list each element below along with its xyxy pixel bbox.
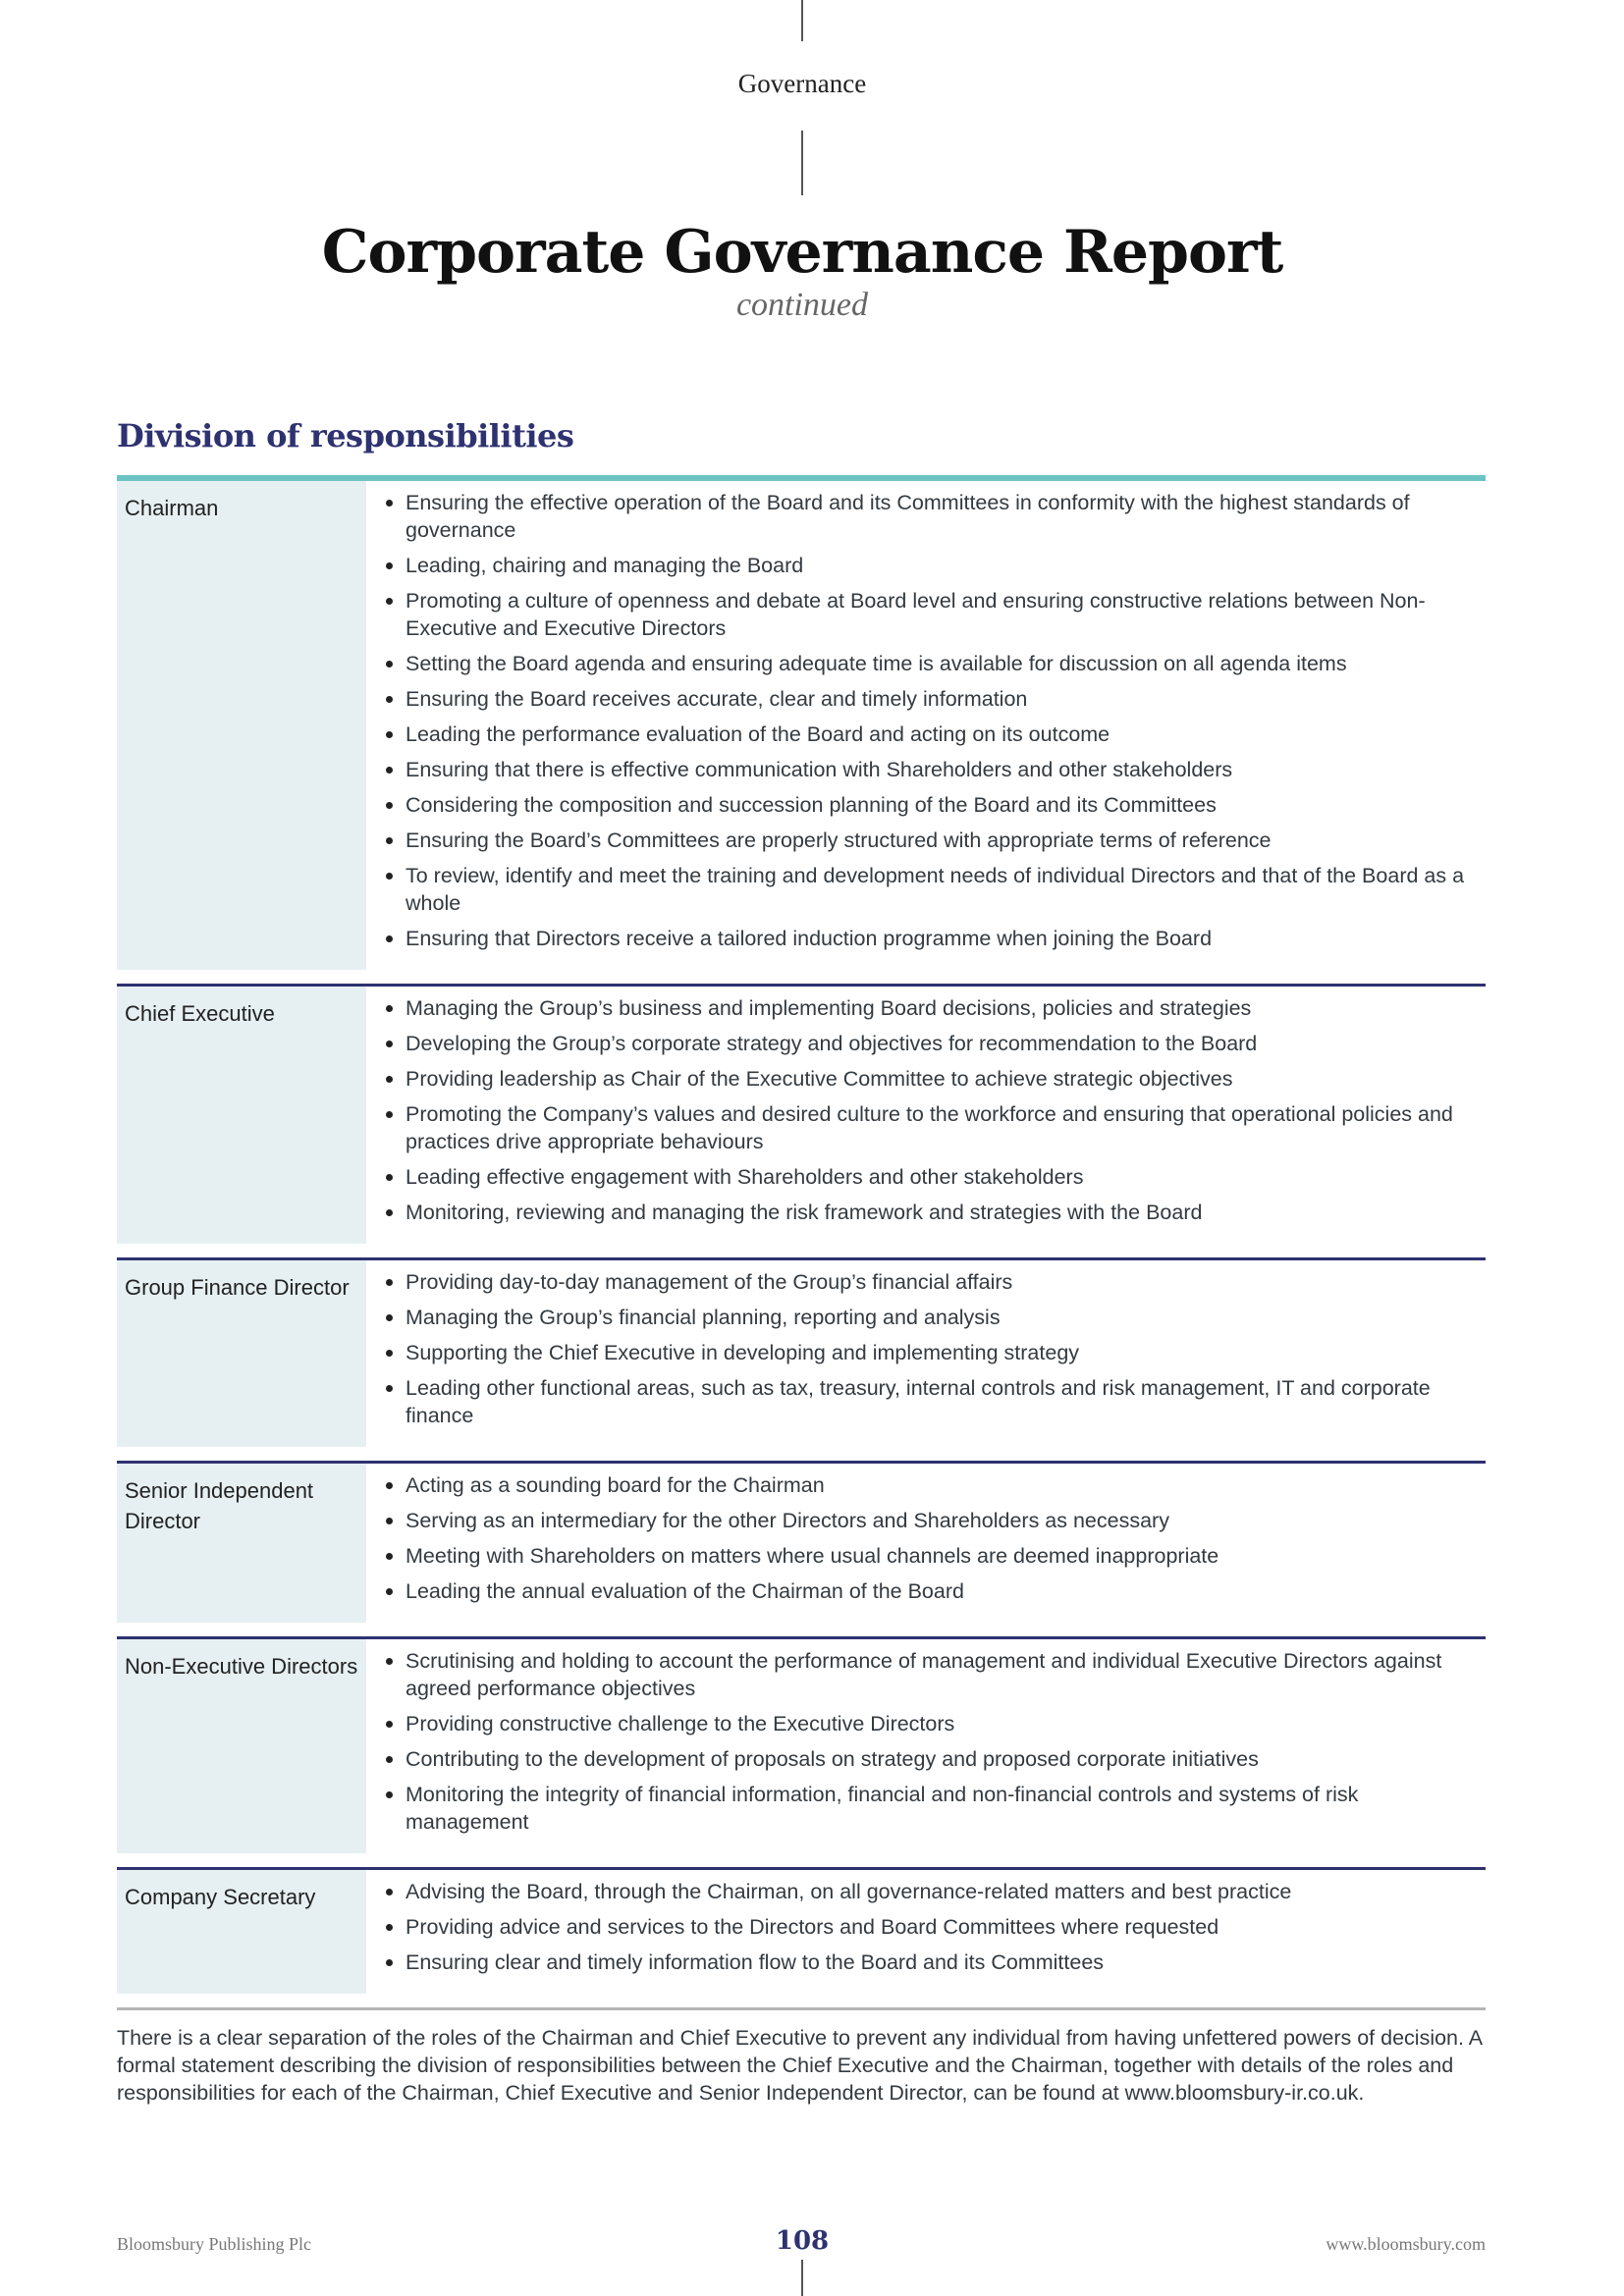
bottom-decorative-line	[801, 2260, 803, 2296]
responsibility-list	[366, 987, 1486, 1244]
responsibility-item: Ensuring the effective operation of the Board and its Committees in conformity with the highest standards of governance	[366, 489, 1486, 544]
responsibility-item: Supporting the Chief Executive in developing and implementing strategy	[366, 1339, 1486, 1366]
responsibility-item: Setting the Board agenda and ensuring adequate time is available for discussion on all agenda items	[366, 650, 1486, 677]
responsibility-item: Managing the Group’s business and implementing Board decisions, policies and strategies	[366, 994, 1486, 1022]
responsibility-item: To review, identify and meet the training and development needs of individual Directors and that of the Board as a whole	[366, 862, 1486, 917]
responsibility-item: Providing day-to-day management of the Group’s financial affairs	[366, 1268, 1486, 1296]
responsibility-list	[366, 481, 1486, 970]
section-label: Governance	[737, 69, 867, 98]
responsibility-item: Contributing to the development of proposals on strategy and proposed corporate initiatives	[366, 1745, 1486, 1773]
responsibility-list	[366, 1870, 1486, 1994]
responsibility-item: Promoting the Company’s values and desired culture to the workforce and ensuring that operational policies and practices drive appropriate behaviours	[366, 1100, 1486, 1155]
page-subtitle: continued	[735, 287, 869, 323]
responsibility-item: Developing the Group’s corporate strategy and objectives for recommendation to the Board	[366, 1030, 1486, 1057]
section-heading: Division of responsibilities	[117, 417, 574, 454]
responsibility-row	[117, 1257, 1486, 1447]
responsibility-row	[117, 475, 1486, 970]
role-label: Company Secretary	[117, 1870, 366, 1994]
responsibility-row	[117, 1461, 1486, 1623]
responsibilities-table	[117, 475, 1486, 2107]
role-label: Senior Independent Director	[117, 1464, 366, 1623]
responsibility-item: Leading the annual evaluation of the Chairman of the Board	[366, 1577, 1486, 1605]
footer-website: www.bloomsbury.com	[1326, 2234, 1486, 2254]
responsibility-item: Managing the Group’s financial planning, reporting and analysis	[366, 1304, 1486, 1331]
responsibility-item: Providing constructive challenge to the Executive Directors	[366, 1710, 1486, 1737]
responsibility-list	[366, 1260, 1486, 1447]
responsibilities-rows	[117, 475, 1486, 1994]
footer-company: Bloomsbury Publishing Plc	[117, 2234, 312, 2254]
responsibility-row	[117, 1867, 1486, 1994]
responsibility-item: Meeting with Shareholders on matters where usual channels are deemed inappropriate	[366, 1542, 1486, 1570]
responsibility-item: Ensuring clear and timely information flow to the Board and its Committees	[366, 1949, 1486, 1976]
role-label: Chief Executive	[117, 987, 366, 1244]
responsibility-item: Ensuring the Board receives accurate, clear and timely information	[366, 685, 1486, 713]
responsibility-item: Serving as an intermediary for the other Directors and Shareholders as necessary	[366, 1507, 1486, 1534]
responsibility-list	[366, 1639, 1486, 1853]
header-decorative-line	[801, 131, 803, 195]
table-bottom-divider	[117, 2007, 1486, 2010]
responsibility-item: Providing leadership as Chair of the Executive Committee to achieve strategic objectives	[366, 1065, 1486, 1093]
responsibility-item: Considering the composition and succession planning of the Board and its Committees	[366, 791, 1486, 819]
responsibility-item: Ensuring that there is effective communication with Shareholders and other stakeholders	[366, 756, 1486, 783]
responsibility-item: Monitoring, reviewing and managing the risk framework and strategies with the Board	[366, 1199, 1486, 1226]
responsibility-item: Scrutinising and holding to account the performance of management and individual Executive Directors against agreed performance objectives	[366, 1647, 1486, 1702]
responsibility-item: Advising the Board, through the Chairman, on all governance-related matters and best practice	[366, 1878, 1486, 1905]
responsibility-row	[117, 1636, 1486, 1853]
responsibility-item: Monitoring the integrity of financial information, financial and non-financial controls and systems of risk management	[366, 1781, 1486, 1836]
responsibility-item: Leading, chairing and managing the Board	[366, 552, 1486, 579]
responsibility-row	[117, 984, 1486, 1244]
responsibility-item: Acting as a sounding board for the Chairman	[366, 1471, 1486, 1499]
responsibility-item: Ensuring the Board’s Committees are properly structured with appropriate terms of reference	[366, 827, 1486, 854]
responsibility-item: Leading other functional areas, such as tax, treasury, internal controls and risk management, IT and corporate finance	[366, 1374, 1486, 1429]
separation-note: There is a clear separation of the roles of the Chairman and Chief Executive to prevent any individual from having unfettered powers of decision. A formal statement describing the division of responsibilities between the Chief Executive and the Chairman, together with details of the roles and responsibilities for each of the Chairman, Chief Executive and Senior Independent Director, can be found at www.bloomsbury-ir.co.uk.	[117, 2026, 1482, 2105]
responsibility-item: Leading the performance evaluation of the Board and acting on its outcome	[366, 721, 1486, 748]
page-title: Corporate Governance Report	[321, 218, 1283, 287]
top-decorative-line	[801, 0, 803, 41]
role-label: Group Finance Director	[117, 1260, 366, 1447]
role-label: Non-Executive Directors	[117, 1639, 366, 1853]
responsibility-item: Promoting a culture of openness and debate at Board level and ensuring constructive relations between Non-Executive and Executive Directors	[366, 587, 1486, 642]
responsibility-list	[366, 1464, 1486, 1623]
responsibility-item: Leading effective engagement with Shareholders and other stakeholders	[366, 1163, 1486, 1191]
responsibility-item: Ensuring that Directors receive a tailored induction programme when joining the Board	[366, 925, 1486, 952]
role-label: Chairman	[117, 481, 366, 970]
responsibility-item: Providing advice and services to the Directors and Board Committees where requested	[366, 1913, 1486, 1941]
page-number: 108	[775, 2226, 830, 2256]
